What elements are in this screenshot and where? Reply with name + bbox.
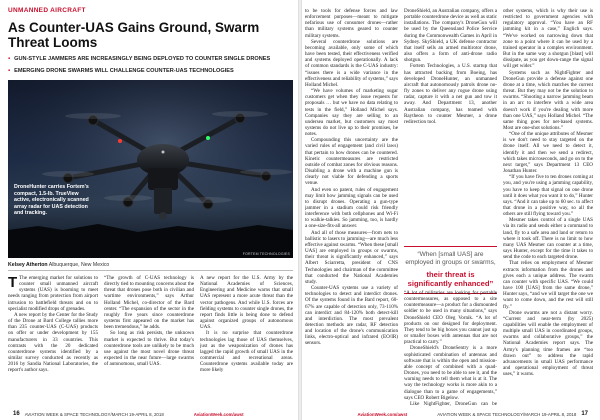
article-column-1 bbox=[8, 275, 98, 406]
paragraph: DroneShield, an Australian company, offers a portable counterdrone device as well as static installations. The company's DroneGun will be used by the Queensland Police Service during the Commonwealth Games in April in Sydney. SkyShield, a UK defense contractor that itself sells an armed multirotor drone, also offers a form of anti-drone radio shotgun. bbox=[404, 8, 497, 64]
paragraph bbox=[8, 275, 98, 312]
paragraph: Drone swarms are not a distant worry. “Current and near-term (by 2025) capabilities will enable the employment of multiple small UAS in coordinated groups, swarms and collaborative groups,” the National Academies report says. The Army's planning time frames are “too drawn out” to address the rapid advancements in small UAS performance and operational employment of threat uses,” it warns. bbox=[503, 309, 593, 378]
footer-left bbox=[8, 408, 293, 420]
article-column-2 bbox=[104, 275, 194, 406]
paragraph: It is no surprise that counterdrone technologies lag those of UAS themselves, just as the weaponization of drones has lagged the rapid growth of small UAS in the commercial and recreational areas. Counterdrone systems available today are more likely bbox=[200, 330, 293, 374]
paragraph: Compounding this uncertainty are the varied rules of engagement (and civil laws) that pertain to how drones can be countered. Kinetic countermeasures are restricted outside of combat zones for obvious reasons. Disabling a drone with a machine gun is clearly not viable for defending a sports venue. bbox=[305, 137, 398, 187]
paragraph: Fortem Technologies, a U.S. startup that has attracted backing from Boeing, has developed DroneHunter, an unmanned aircraft that autonomously patrols drone no-fly zones to deliver any rogue drone using radar, capture it with a net gun and tow it away. And Department 13, another Australian company, has teamed with Raytheon to counter Mesmer, a drone redirection tool. bbox=[404, 63, 497, 125]
paragraph: Mesmer takes control of a single UAS via its radio and sends either a command to land, fly to a safe area and land or return to where it took off. There is no limit to how many UAS Mesmer can counter at a time, says Hunter, except for the time it takes to send the code to each targeted drone. bbox=[503, 217, 593, 261]
article-column-4 bbox=[305, 8, 398, 406]
article-column-6 bbox=[404, 290, 497, 406]
footer-right bbox=[305, 408, 593, 420]
paragraph: “If you have five to ten drones coming at you, and you're using a jamming capability, you have to keep that signal on one drone until it does what you want it to do,” Hunter says. “And it can take up to 60 sec. to affect that drone in a positive way, so all the others are still flying toward you.” bbox=[503, 174, 593, 218]
paragraph: A new report for the U.S. Army by the National Academies of Sciences, Engineering and Medicine warns that small UAS represent a more acute threat than the vector pathogens. And while U.S. forces are fielding systems to counter single drones, the report finds little is being done to defend against organized groups of autonomous UAS. bbox=[200, 275, 293, 331]
headline: As Counter-UAS Gains Ground, Swarm Threat Looms bbox=[8, 20, 260, 50]
paragraph: DroneShield's DroneSentry is a more sophisticated combination of antennas and software that is within the open and mission-able concept of combined with a quad-Drones, you need to be able to see it, and the warning needs to tell them what is at it. The way the technology works is more akin to a dialogue than to a game of engagements,” says CEO Robert Bigelow. bbox=[404, 345, 497, 401]
paragraph-text: The emerging market for solutions to counter small unmanned aircraft systems (UAS) is booming to meet needs ranging from protection from airport intrusion to battlefield threats and on to specialist modified drops of grenades. bbox=[8, 275, 98, 312]
deck-bullet-text: EMERGING DRONE SWARMS WILL CHALLENGE COUNTER-UAS TECHNOLOGIES bbox=[14, 68, 234, 74]
paragraph: “We have volumes of marketing sugar customers get when they issue requests for proposals … but we have no data relating to tests in the field,” Holland Michel says. Companies say they are selling to an undersea market, but customers say most systems do not live up to their promises, he notes. bbox=[305, 88, 398, 138]
pull-quote bbox=[404, 246, 497, 294]
pull-quote-rule-top bbox=[404, 246, 497, 247]
site-link[interactable]: AviationWeek.com/awst bbox=[193, 411, 244, 417]
publication-line: AVIATION WEEK & SPACE TECHNOLOGY/MARCH 19-APRIL 8, 2018 bbox=[24, 411, 164, 417]
drone-photo bbox=[8, 80, 293, 258]
site-link[interactable]: AviationWeek.com/awst bbox=[357, 411, 408, 417]
paragraph: Counter-UAS systems use a variety of technologies to detect and interdict drones. Of the systems found in the Bard report, 60-67% are capable of detection only, 73-110% can interdict and 84-120% both detect-kill and interdiction. The most prevalent detection methods are radar, RF detection and location of the drone's communication links, electro-optical and infrared (EO/IR) sensors. bbox=[305, 285, 398, 347]
pull-quote-bold-text: their threat is significantly enhanced” bbox=[407, 269, 494, 288]
bullet-marker-icon: ▪ bbox=[8, 56, 11, 62]
section-tag: UNMANNED AIRCRAFT bbox=[8, 7, 86, 14]
paragraph: other systems, which is why their use is restricted to government agencies with regulatory approval. “You have an RF jamming kit in a case,” Englich says. “We've worked on narrowing down that zone to a point where it can be used by a trained operator in a complex environment. But in the same way a shotgun [blast] will dissipate, as you get down-range the signal will get wider.” bbox=[503, 8, 593, 70]
author-name: Kelsey Atherton bbox=[8, 262, 48, 268]
page-gutter bbox=[298, 0, 302, 420]
article-column-5 bbox=[404, 8, 497, 244]
paragraph: A new report by the Center for the Study of the Drone at Bard College tallies more than 235 counter-UAS (C-UAS) products on offer or under development by 155 manufacturers in 33 countries. This contrasts with the 20 dedicated counterdrone systems identified by a similar survey conducted as recently as 2016 by Sandia National Laboratories, the report's author says. bbox=[8, 311, 98, 374]
paragraph: to be tools for defense forces and law enforcement purposes—meant to mitigate nefarious use of consumer drones—rather than military systems geared to counter military systems. bbox=[305, 8, 398, 39]
paragraph: Systems such as NightFighter and DroneGun provide a defense against one drone at a time, which matches the current threat. But they may not be the solution to swarms. “Shooting a narrow jamming beam in an arc to interfere with a wide area doesn't work if you're dealing with more than one UAS,” says Holland Michel. “The same thing goes for net-based systems. Most are one-shot solutions.” bbox=[503, 69, 593, 131]
paragraph: And even so patent, rules of engagement may limit how jamming signals can be used to disrupt drones. Operating a gun-type jammer in a stadium could risk friendly interference with both cellphones and Wi-Fi to walkie-talkies. So jamming, too, is hardly a one-size-fits-all answer. bbox=[305, 186, 398, 230]
photo-caption: DroneHunter carries Fortem's compact, 1.5-lb. TrueView active, electronically scanned array radar for UAS detection and tracking. bbox=[14, 184, 89, 217]
drone-illustration bbox=[8, 80, 293, 258]
drop-cap: T bbox=[8, 275, 18, 291]
page-number: 17 bbox=[581, 411, 588, 417]
photo-credit: FORTEM TECHNOLOGIES bbox=[242, 252, 290, 256]
byline-rule bbox=[8, 270, 293, 271]
deck-bullets bbox=[8, 55, 293, 79]
deck-bullet bbox=[8, 67, 293, 75]
page-number: 16 bbox=[13, 411, 20, 417]
paragraph: And all of those measures—from nets to ballistic to lasers to jamming—are much less effective against swarms. “When these [small UAS] are employed in groups or swarms, their threat is significantly enhanced,” says Albert Sciarretta, president of CNS Technologies and chairman of the committee that conducted the National Academies study. bbox=[305, 229, 398, 285]
byline bbox=[8, 262, 109, 268]
paragraph: Several counterdrone solutions are becoming available, only some of which have been tested, their effectiveness verified and systems deployed operationally. A lack of common standards is the C-UAS industry: “issues there is a wide variance in the effectiveness and reliability of systems,” says Holland Michel. bbox=[305, 38, 398, 88]
paragraph: That relies on employment of Mesmer extracts information from the drones and gives each a unique address. The swarm can counter with specific UAS. “We could have 100 [UAS] from the same drone,” Hunter says, “and we will target the one we want to come down, and the rest will still fly.” bbox=[503, 260, 593, 310]
article-column-7 bbox=[503, 8, 593, 406]
deck-bullet bbox=[8, 55, 293, 63]
pull-quote-light-text: “When [small UAS] are employed in groups or swarms, bbox=[405, 250, 496, 267]
paragraph: Like NightFighter, DroneGun can be bbox=[410, 400, 497, 406]
left-page bbox=[0, 0, 298, 420]
paragraph: “The growth of C-UAS technology is directly tied to mounting concerns about the threat that drones pose both in civilian and wartime environments,” says Arthur Holland Michel, co-director of the Bard center. “The expansion of the sector in the roughly five years since counterdrone systems first appeared on the market has been tremendous,” he adds. bbox=[104, 275, 194, 331]
paragraph: So long as risk persists, the unknown market is expected to thrive. But today's counterdrone tools are unlikely to be much use against the most novel drone threat expected in the near future—large swarms of autonomous, small UAS. bbox=[104, 330, 194, 368]
author-location: Albuquerque, New Mexico bbox=[48, 262, 110, 268]
article-column-3 bbox=[200, 275, 293, 406]
paragraph: “One of the unique attributes of Mesmer is we don't need to stay targeted on the drone itself. All we need to detect it, identify it and then we send a redirect, which takes microseconds, and go on to the next target,” says Department 13 CEO Jonathan Hunter. bbox=[503, 131, 593, 175]
bullet-marker-icon: ▪ bbox=[8, 68, 11, 74]
deck-bullet-text: GUN-STYLE JAMMERS ARE INCREASINGLY BEING DEPLOYED TO COUNTER SINGLE DRONES bbox=[14, 56, 271, 62]
publication-line: AVIATION WEEK & SPACE TECHNOLOGY/MARCH 19-APRIL 8, 2018 bbox=[437, 411, 577, 417]
paragraph: “A lot of militaries are looking for portable countermeasures, as opposed to a site countermeasure—a product for a dismounted soldier to be used in many situations,” says DroneShield CEO Oleg Vornik. “A lot of products on our designed for deployment. They tend to be big boxes you cannot just up or smaller boxes with antennas that are not practical to carry.” bbox=[404, 290, 497, 346]
